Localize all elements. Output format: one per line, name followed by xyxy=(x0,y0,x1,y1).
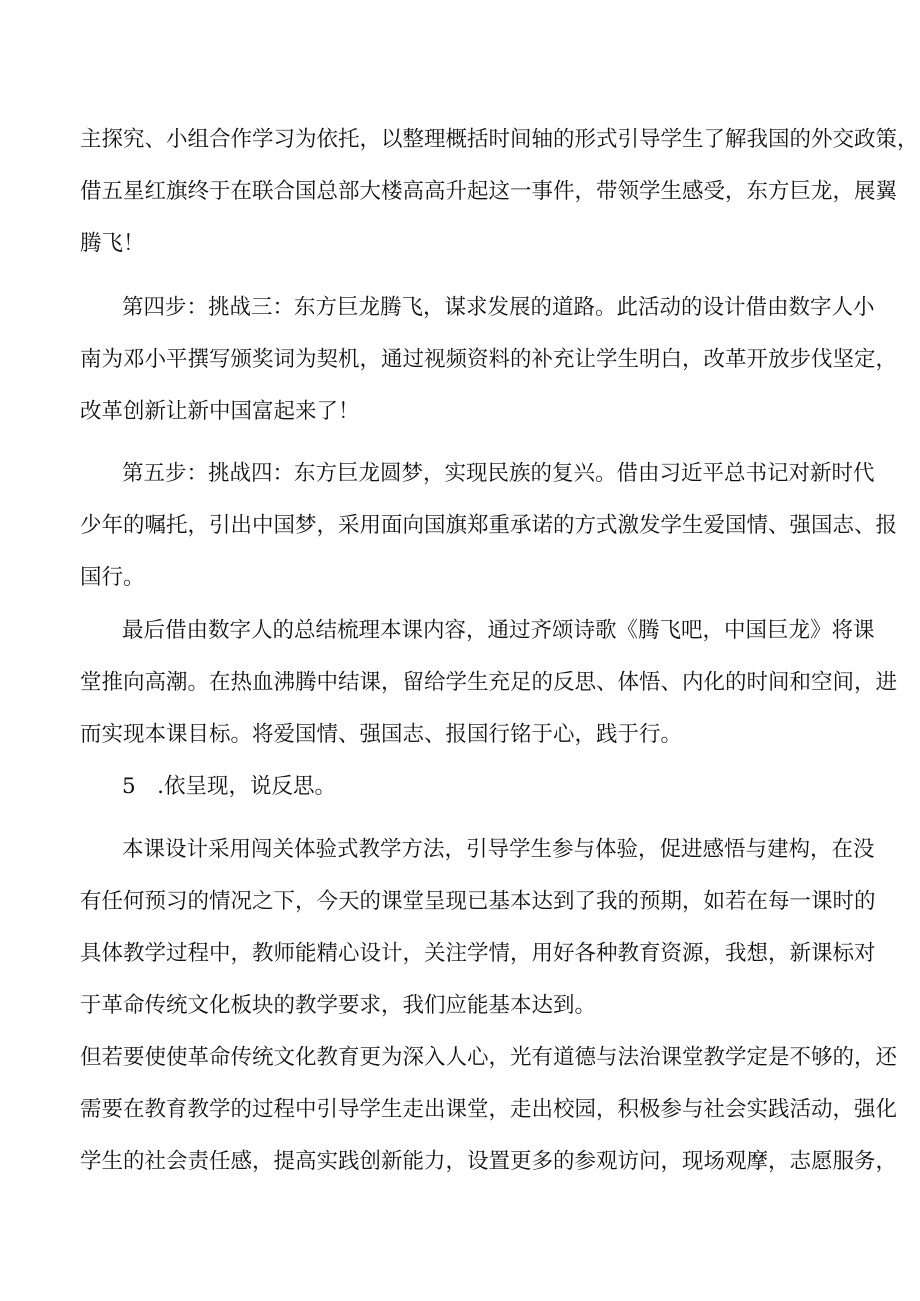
paragraph-conclusion xyxy=(80,605,898,761)
text-line: 需要在教育教学的过程中引导学生走出课堂，走出校园，积极参与社会实践活动，强化 xyxy=(80,1097,898,1122)
text-line: 腾飞！ xyxy=(80,231,145,256)
text-line: 主探究、小组合作学习为依托，以整理概括时间轴的形式引导学生了解我国的外交政策， xyxy=(80,127,919,152)
text-line: 少年的嘱托，引出中国梦，采用面向国旗郑重承诺的方式激发学生爱国情、强国志、报 xyxy=(80,513,898,538)
paragraph-further-reflection xyxy=(80,1032,898,1188)
text-line: 于革命传统文化板块的教学要求，我们应能基本达到。 xyxy=(80,993,597,1018)
section-heading-text: 5 .依呈现，说反思。 xyxy=(122,774,337,799)
paragraph-step-five xyxy=(80,448,898,604)
paragraph-step-four xyxy=(80,282,898,438)
text-line: 本课设计采用闯关体验式教学方法，引导学生参与体验，促进感悟与建构，在没 xyxy=(122,837,875,862)
text-line: 有任何预习的情况之下，今天的课堂呈现已基本达到了我的预期，如若在每一课时的 xyxy=(80,889,876,914)
text-line: 改革创新让新中国富起来了！ xyxy=(80,399,360,424)
paragraph-intro-continuation xyxy=(80,114,919,270)
text-line: 国行。 xyxy=(80,565,145,590)
text-line: 借五星红旗终于在联合国总部大楼高高升起这一事件，带领学生感受，东方巨龙，展翼 xyxy=(80,179,898,204)
text-line: 第四步：挑战三：东方巨龙腾飞，谋求发展的道路。此活动的设计借由数字人小 xyxy=(122,295,875,320)
text-line: 第五步：挑战四：东方巨龙圆梦，实现民族的复兴。借由习近平总书记对新时代 xyxy=(122,461,875,486)
text-line: 具体教学过程中，教师能精心设计，关注学情，用好各种教育资源，我想，新课标对 xyxy=(80,941,876,966)
text-line: 堂推向高潮。在热血沸腾中结课，留给学生充足的反思、体悟、内化的时间和空间，进 xyxy=(80,670,898,695)
text-line: 最后借由数字人的总结梳理本课内容，通过齐颂诗歌《腾飞吧，中国巨龙》将课 xyxy=(122,618,875,643)
text-line: 但若要使使革命传统文化教育更为深入人心，光有道德与法治课堂教学定是不够的，还 xyxy=(80,1045,898,1070)
text-line: 南为邓小平撰写颁奖词为契机，通过视频资料的补充让学生明白，改革开放步伐坚定， xyxy=(80,347,898,372)
text-line: 而实现本课目标。将爱国情、强国志、报国行铭于心，践于行。 xyxy=(80,722,683,747)
paragraph-reflection xyxy=(80,824,876,1032)
section-heading-5 xyxy=(80,761,840,813)
text-line: 学生的社会责任感，提高实践创新能力，设置更多的参观访问，现场观摩，志愿服务， xyxy=(80,1149,898,1174)
